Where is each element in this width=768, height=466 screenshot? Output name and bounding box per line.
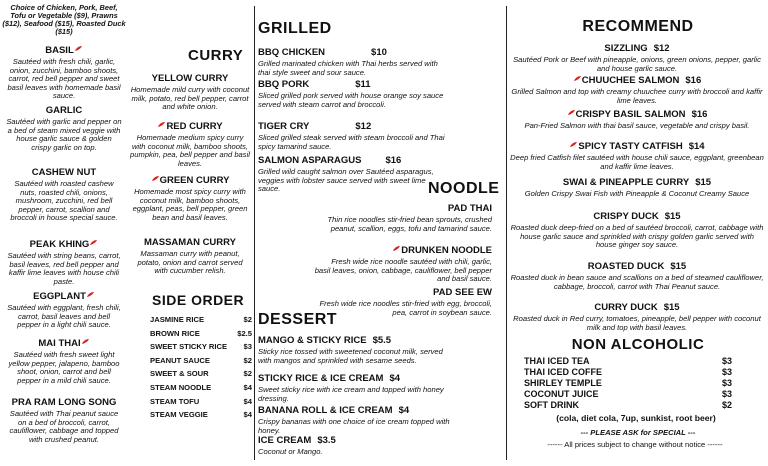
- menu-item-name: BBQ CHICKEN: [258, 47, 326, 58]
- menu-item-heading: [510, 172, 764, 190]
- menu-item-name: MASSAMAN CURRY: [143, 237, 236, 248]
- menu-item-description: Fresh wide rice noodle sautéed with chili, garlic, basil leaves, onion, cabbage, cauliflower, bell pepper and basil sauce.: [314, 257, 492, 284]
- menu-item: [130, 68, 250, 112]
- menu-item: [510, 38, 764, 73]
- menu-item-description: Sautéed with Thai peanut sauce on a bed of broccoli, carrot, cauliflower, cabbage and topped with crushed peanut.: [9, 409, 119, 444]
- menu-item-price: $4: [398, 405, 410, 416]
- menu-item: [6, 286, 122, 330]
- menu-item-heading: [314, 240, 492, 258]
- menu-item-description: Coconut or Mango.: [258, 447, 323, 456]
- menu-item-price: $4: [389, 373, 401, 384]
- side-order-row: [150, 313, 252, 327]
- side-order-row: [150, 367, 252, 381]
- drink-price: $2: [721, 400, 732, 410]
- menu-item-description: Sautéed with string beans, carrot, basil leaves, red bell pepper and kaffir lime leaves with house chili paste.: [7, 251, 121, 286]
- menu-item: [6, 392, 122, 444]
- menu-item-price: $16: [385, 155, 402, 166]
- menu-item-description: Grilled Salmon and top with creamy chuuchee curry with broccoli and kaffir lime leaves.: [511, 87, 763, 105]
- menu-item-description: Crispy bananas with one choice of ice cream topped with honey.: [258, 417, 450, 435]
- menu-item: [6, 162, 122, 223]
- menu-item-name: ROASTED DUCK: [587, 261, 665, 272]
- chili-pepper-icon: [151, 175, 160, 182]
- menu-item: [314, 198, 492, 233]
- drink-row: [524, 356, 732, 367]
- menu-item: [510, 136, 764, 171]
- drink-row: [524, 378, 732, 389]
- menu-item-description: Sautéed with roasted cashew nuts, roasted chili, onions, mushroom, zucchini, red bell pepper, carrot, scallion and broccoli in house special sauce.: [10, 179, 118, 223]
- menu-item-description: Sticky rice tossed with sweetened coconut milk, served with mangos and sprinkled with sesame seeds.: [258, 347, 443, 365]
- menu-item: [6, 40, 122, 101]
- drink-price: $3: [721, 367, 732, 377]
- menu-item: [510, 297, 764, 332]
- menu-item: [6, 333, 122, 385]
- chili-pepper-icon: [392, 245, 401, 252]
- drink-price: $3: [721, 356, 732, 366]
- menu-item-heading: [258, 400, 458, 418]
- side-order-price: $4: [243, 410, 252, 420]
- menu-item-description: Roasted duck deep-fried on a bed of sautéed broccoli, carrot, cabbage with house garlic sauce and sprinkled with crispy golden garlic served with house ginger soy sauce.: [510, 223, 764, 250]
- menu-item-heading: [510, 104, 764, 122]
- menu-item-price: $16: [691, 109, 708, 120]
- menu-item-price: $15: [695, 177, 712, 188]
- menu-item-description: Sweet sticky rice with ice cream and topped with honey dressing.: [258, 385, 444, 403]
- menu-item-heading: [314, 198, 492, 216]
- menu-item: [6, 234, 122, 286]
- menu-item-name: BASIL: [45, 45, 74, 56]
- chili-pepper-icon: [86, 291, 95, 298]
- menu-item-heading: [6, 392, 122, 410]
- drink-price: $3: [721, 389, 732, 399]
- recommend-header: RECOMMEND: [582, 18, 694, 35]
- menu-item-heading: [510, 38, 764, 56]
- menu-item-heading: [258, 150, 448, 168]
- menu-item: [510, 206, 764, 250]
- menu-item-description: Homemade medium spicy curry with coconut milk, bamboo shoots, pumpkin, pea, bell pepper and basil leaves.: [130, 133, 250, 168]
- menu-item-heading: [6, 286, 122, 304]
- menu-item-heading: [510, 256, 764, 274]
- side-order-price: $2.5: [237, 328, 252, 338]
- menu-item-name: ICE CREAM: [258, 435, 312, 446]
- menu-item: [258, 42, 448, 77]
- chili-pepper-icon: [74, 45, 83, 52]
- menu-item: [258, 330, 458, 365]
- middle-column: [258, 0, 504, 466]
- menu-item-description: Sautéed Pork or Beef with pineapple, onions, green onions, pepper, garlic and house garlic sauce.: [513, 55, 761, 73]
- menu-item-heading: [130, 116, 250, 134]
- drink-name: SHIRLEY TEMPLE: [524, 378, 602, 388]
- menu-item-name: CRISPY DUCK: [593, 211, 659, 222]
- side-order-row: [150, 327, 252, 341]
- drink-name: THAI ICED TEA: [524, 356, 590, 366]
- menu-item-name: SALMON ASPARAGUS: [258, 155, 362, 166]
- menu-item-description: Sautéed with garlic and pepper on a bed of steam mixed veggie with house garlic sauce & golden crispy garlic on top.: [6, 117, 122, 152]
- menu-item: [130, 170, 250, 222]
- drink-name: THAI ICED COFFE: [524, 367, 602, 377]
- menu-item-price: $16: [685, 75, 702, 86]
- menu-item-heading: [6, 100, 122, 118]
- protein-choice-note: Choice of Chicken, Pork, Beef, Tofu or Vegetable ($9), Prawns ($12), Seafood ($15), Roasted Duck ($15): [2, 3, 126, 36]
- side-order-name: STEAM TOFU: [150, 396, 200, 406]
- drink-row: [524, 400, 732, 411]
- chili-pepper-icon: [573, 75, 582, 82]
- side-order-price: $3: [243, 342, 252, 352]
- menu-item: [510, 70, 764, 105]
- column-divider: [506, 6, 507, 460]
- menu-item-price: $15: [664, 211, 681, 222]
- menu-item-heading: [510, 206, 764, 224]
- grilled-header: GRILLED: [258, 20, 332, 37]
- menu-item: [510, 104, 764, 131]
- menu-item-heading: [258, 430, 458, 448]
- menu-item-description: Sautéed with eggplant, fresh chili, carrot, basil leaves and bell pepper in a light chili sauce.: [7, 303, 121, 330]
- menu-item-price: $5.5: [372, 335, 392, 346]
- menu-item: [130, 232, 250, 276]
- menu-item-name: RED CURRY: [166, 121, 223, 132]
- menu-item-name: PEAK KHING: [29, 239, 90, 250]
- menu-item: [258, 430, 458, 457]
- menu-item-heading: [510, 136, 764, 154]
- menu-item: [510, 256, 764, 291]
- menu-item-price: $15: [670, 261, 687, 272]
- chili-pepper-icon: [89, 239, 98, 246]
- menu-item-price: $10: [371, 47, 387, 58]
- menu-item-name: PRA RAM LONG SONG: [11, 397, 117, 408]
- menu-item-heading: [130, 170, 250, 188]
- side-order-price: $2: [243, 369, 252, 379]
- menu-item-description: Sautéed with fresh chili, garlic, onion, zucchini, bamboo shoots, carrot, red bell pepper and sweet basil leaves with homemade basil sauce.: [7, 57, 121, 101]
- menu-item-description: Sliced grilled steak served with steam broccoli and Thai spicy tamarind sauce.: [258, 133, 445, 151]
- side-order-price: $4: [243, 396, 252, 406]
- side-order-name: STEAM VEGGIE: [150, 410, 208, 420]
- right-column: [510, 0, 766, 466]
- menu-item-heading: [6, 234, 122, 252]
- menu-item-name: MAI THAI: [38, 338, 81, 349]
- menu-item-price: $15: [663, 302, 680, 313]
- menu-item-price: $12: [355, 121, 372, 132]
- left-column: [0, 0, 127, 466]
- special-note: --- PLEASE ASK for SPECIAL ---: [580, 428, 696, 437]
- side-order-list: [150, 313, 252, 422]
- menu-item-name: TIGER CRY: [258, 121, 310, 132]
- menu-item-heading: [130, 68, 250, 86]
- menu-item-price: $12: [653, 43, 670, 54]
- side-order-row: [150, 340, 252, 354]
- menu-item: [6, 100, 122, 152]
- menu-item-description: Golden Crispy Swai Fish with Pineapple & Coconut Creamy Sauce: [524, 189, 750, 198]
- menu-item-description: Sliced grilled pork served with house orange soy sauce served with steam carrot and broccoli.: [258, 91, 444, 109]
- drink-row: [524, 389, 732, 400]
- side-order-price: $4: [243, 382, 252, 392]
- side-order-price: $2: [243, 315, 252, 324]
- curry-header: CURRY: [188, 47, 244, 64]
- menu-item: [258, 116, 448, 151]
- menu-item-name: EGGPLANT: [33, 291, 86, 302]
- menu-item: [258, 368, 458, 403]
- menu-item-description: Massaman curry with peanut, potato, onion and carrot served with cucumber relish.: [137, 249, 243, 276]
- soft-drink-note: (cola, diet cola, 7up, sunkist, root beer): [556, 413, 716, 423]
- menu-item-description: Grilled wild caught salmon over Sautéed asparagus, veggies with lobster sauce served with sweet lime sauce.: [258, 167, 434, 194]
- menu-item-name: PAD THAI: [447, 203, 492, 214]
- menu-item-name: CRISPY BASIL SALMON: [575, 109, 686, 120]
- side-order-name: PEANUT SAUCE: [150, 355, 210, 365]
- drink-name: COCONUT JUICE: [524, 389, 599, 399]
- menu-item-heading: [510, 297, 764, 315]
- dessert-header: DESSERT: [258, 311, 338, 328]
- menu-item-name: SPICY TASTY CATFISH: [578, 141, 683, 152]
- drink-row: [524, 367, 732, 378]
- menu-item-heading: [258, 368, 458, 386]
- menu-item-description: Grilled marinated chicken with Thai herbs served with thai style sweet and sour sauce.: [258, 59, 438, 77]
- menu-item-name: MANGO & STICKY RICE: [258, 335, 367, 346]
- menu-item-name: CURRY DUCK: [594, 302, 658, 313]
- menu-item-price: $3.5: [317, 435, 336, 446]
- menu-item-heading: [258, 116, 448, 134]
- column-divider: [254, 6, 255, 460]
- chili-pepper-icon: [81, 338, 90, 345]
- side-order-name: SWEET & SOUR: [150, 369, 209, 379]
- menu-item: [258, 150, 448, 194]
- drink-name: SOFT DRINK: [524, 400, 579, 410]
- menu-item-heading: [258, 74, 448, 92]
- menu-item-name: GARLIC: [45, 105, 83, 116]
- menu-item-heading: [6, 333, 122, 351]
- menu-item: [510, 172, 764, 199]
- menu-item-heading: [258, 330, 458, 348]
- side-order-row: [150, 381, 252, 395]
- menu-item-description: Deep fried Catfish filet sautéed with house chili sauce, eggplant, greenbean and kaffir lime leaves.: [510, 153, 764, 171]
- drink-price: $3: [721, 378, 732, 388]
- side-order-name: BROWN RICE: [150, 328, 200, 338]
- menu-item-description: Homemade most spicy curry with coconut milk, bamboo shoots, eggplant, peas, bell pepper, green bean and basil leaves.: [132, 187, 248, 222]
- menu-item-heading: [6, 162, 122, 180]
- side-order-price: $2: [243, 355, 252, 365]
- curry-column: [128, 0, 252, 466]
- menu-item-name: CHUUCHEE SALMON: [581, 75, 680, 86]
- menu-item-heading: [314, 282, 492, 300]
- menu-item-description: Fresh wide rice noodles stir-fried with egg, broccoli, pea, carrot in soybean sauce.: [319, 299, 492, 317]
- menu-item: [130, 116, 250, 168]
- menu-item-name: GREEN CURRY: [159, 175, 230, 186]
- menu-item-description: Homemade mild curry with coconut milk, potato, red bell pepper, carrot and white onion.: [130, 85, 250, 112]
- price-change-note: ------ All prices subject to change without notice ------: [547, 440, 723, 449]
- menu-item-description: Sautéed with fresh sweet light yellow pepper, jalapeno, bamboo shoot, onion, carrot and bell pepper in a mild chili sauce.: [8, 350, 120, 385]
- menu-item-heading: [130, 232, 250, 250]
- side-order-header: SIDE ORDER: [152, 292, 245, 308]
- side-order-row: [150, 408, 252, 422]
- chili-pepper-icon: [567, 109, 576, 116]
- menu-item-price: $11: [355, 79, 371, 90]
- non-alcoholic-header: NON ALCOHOLIC: [571, 336, 705, 353]
- side-order-name: JASMINE RICE: [150, 315, 205, 324]
- menu-item: [258, 74, 448, 109]
- menu-item: [314, 282, 492, 317]
- menu-item-name: SWAI & PINEAPPLE CURRY: [562, 177, 690, 188]
- menu-item-name: CASHEW NUT: [31, 167, 97, 178]
- menu-item-name: YELLOW CURRY: [151, 73, 229, 84]
- menu-item-name: BANANA ROLL & ICE CREAM: [258, 405, 393, 416]
- menu-item-name: PAD SEE EW: [433, 287, 492, 298]
- menu-item-name: BBQ PORK: [258, 79, 310, 90]
- menu-item-name: DRUNKEN NOODLE: [401, 245, 492, 256]
- menu-item-heading: [510, 70, 764, 88]
- menu-item-price: $14: [688, 141, 705, 152]
- drink-list: [524, 356, 732, 411]
- menu-item-name: SIZZLING: [604, 43, 648, 54]
- menu-item-description: Roasted duck in bean sauce and scallions on a bed of steamed cauliflower, cabbage, broccoli, carrot with Thai Peanut sauce.: [510, 273, 764, 291]
- menu-item-heading: [6, 40, 122, 58]
- menu-item-description: Pan-Fried Salmon with thai basil sauce, vegetable and crispy basil.: [524, 121, 750, 130]
- menu-item-description: Roasted duck in Red curry, tomatoes, pineapple, bell pepper with coconut milk and top with basil leaves.: [513, 314, 761, 332]
- side-order-row: [150, 354, 252, 368]
- side-order-name: SWEET STICKY RICE: [150, 342, 228, 352]
- side-order-row: [150, 395, 252, 409]
- menu-item: [314, 240, 492, 284]
- noodle-header: NOODLE: [428, 180, 500, 197]
- side-order-name: STEAM NOODLE: [150, 382, 212, 392]
- menu-item-description: Thin rice noodles stir-fried bean sprouts, crushed peanut, scallion, eggs, tofu and tamarind sauce.: [327, 215, 492, 233]
- menu-item-heading: [258, 42, 448, 60]
- menu-item-name: STICKY RICE & ICE CREAM: [258, 373, 384, 384]
